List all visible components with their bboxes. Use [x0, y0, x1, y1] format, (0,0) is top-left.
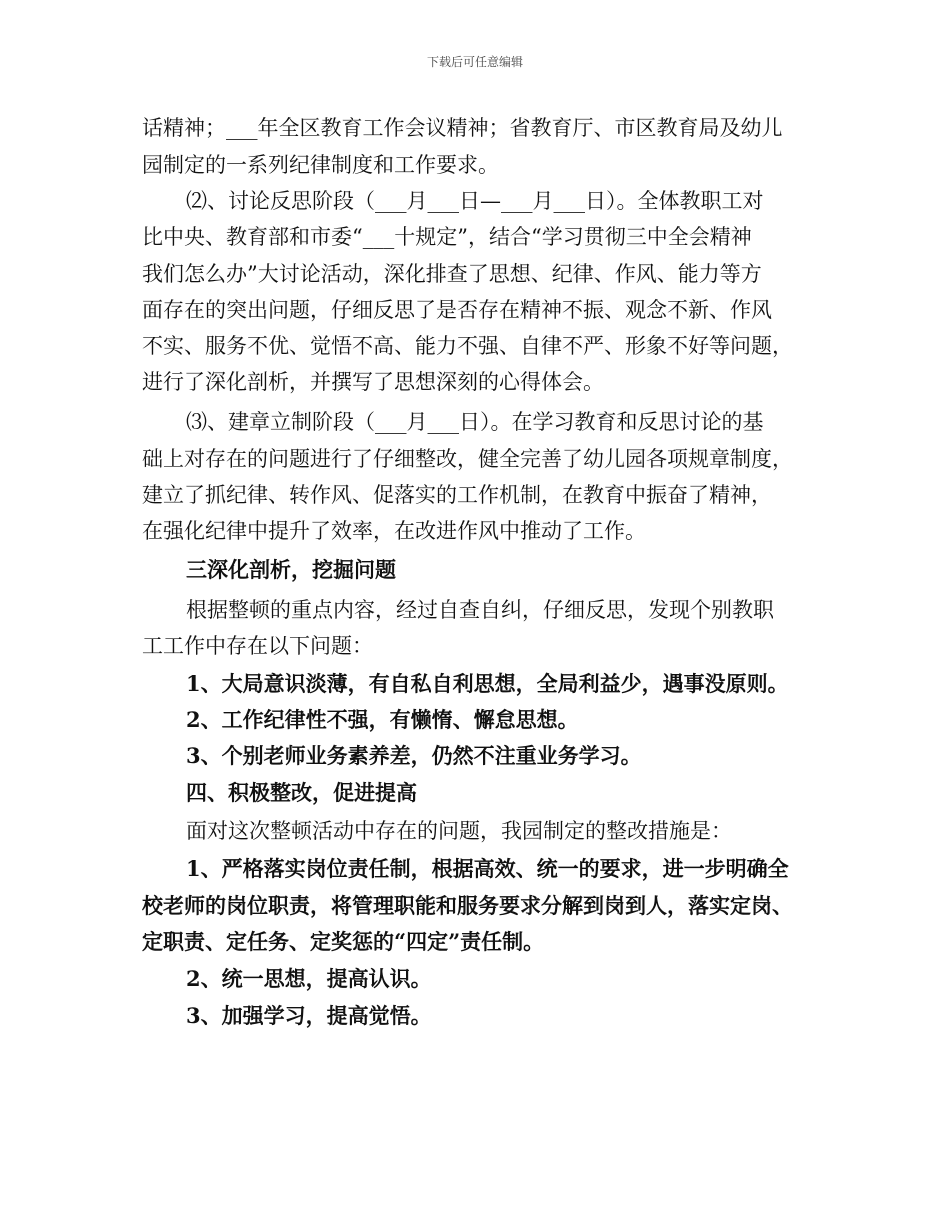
issue-item: 2、工作纪律性不强，有懒惰、懈怠思想。 — [186, 707, 579, 732]
body-line: 根据整顿的重点内容，经过自查自纠，仔细反思，发现个别教职 — [186, 598, 774, 622]
body-line: 话精神；___年全区教育工作会议精神；省教育厅、市区教育局及幼儿 — [142, 116, 783, 140]
section-heading: 四、积极整改，促进提高 — [186, 780, 417, 805]
body-line: 不实、服务不优、觉悟不高、能力不强、自律不严、形象不好等问题， — [142, 334, 793, 358]
body-line: 园制定的一系列纪律制度和工作要求。 — [142, 153, 499, 177]
issue-item: 3、个别老师业务素养差，仍然不注重业务学习。 — [186, 743, 642, 768]
body-line: 面对这次整顿活动中存在的问题，我园制定的整改措施是： — [186, 819, 732, 843]
body-line: ⑵、讨论反思阶段（___月___日—___月___日）。全体教职工对 — [186, 189, 764, 213]
body-line: 面存在的突出问题，仔细反思了是否存在精神不振、观念不新、作风 — [142, 298, 772, 322]
body-line: ⑶、建章立制阶段（___月___日）。在学习教育和反思讨论的基 — [186, 410, 764, 434]
body-line: 进行了深化剖析，并撰写了思想深刻的心得体会。 — [142, 370, 604, 394]
body-line: 比中央、教育部和市委“___十规定”，结合“学习贯彻三中全会精神 — [142, 225, 752, 249]
measure-item: 1、严格落实岗位责任制，根据高效、统一的要求，进一步明确全 — [186, 856, 789, 881]
body-line: 建立了抓纪律、转作风、促落实的工作机制，在教育中振奋了精神， — [142, 483, 772, 507]
section-heading: 三深化剖析，挖掘问题 — [186, 557, 396, 582]
measure-item-line: 校老师的岗位职责，将管理职能和服务要求分解到岗到人，落实定岗、 — [142, 893, 793, 918]
body-line: 我们怎么办”大讨论活动，深化排查了思想、纪律、作风、能力等方 — [142, 262, 762, 286]
body-line: 础上对存在的问题进行了仔细整改，健全完善了幼儿园各项规章制度， — [142, 447, 793, 471]
body-line: 工工作中存在以下问题： — [142, 634, 373, 658]
issue-item: 1、大局意识淡薄，有自私自利思想，全局利益少，遇事没原则。 — [186, 671, 789, 696]
page-header: 下载后可任意编辑 — [426, 55, 523, 69]
body-line: 在强化纪律中提升了效率，在改进作风中推动了工作。 — [142, 519, 646, 543]
measure-item-line: 定职责、定任务、定奖惩的“四定”责任制。 — [142, 929, 545, 954]
measure-item: 2、统一思想，提高认识。 — [186, 966, 432, 991]
measure-item: 3、加强学习，提高觉悟。 — [186, 1003, 432, 1028]
